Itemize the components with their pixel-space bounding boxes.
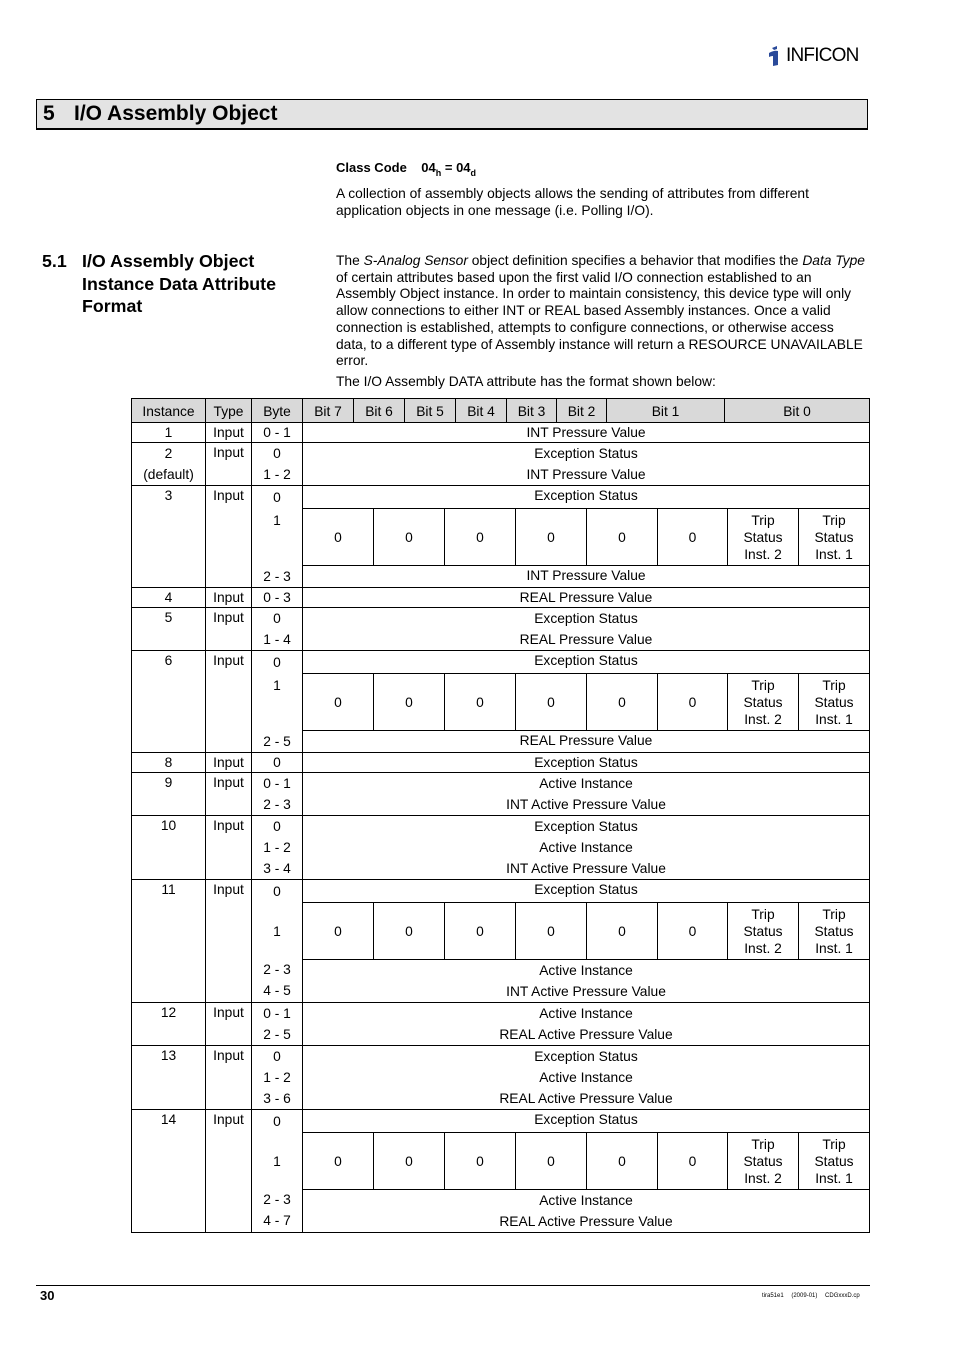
header-cell: Type — [206, 399, 252, 423]
type-cell: Input — [206, 1110, 252, 1233]
body-text-b: object definition specifies a behavior that modifies the — [467, 253, 803, 268]
bit-2-value: 0 — [658, 674, 728, 730]
header-cell: Bit 5 — [405, 399, 456, 423]
header-cell: Bit 6 — [354, 399, 405, 423]
byte-value: 1 — [273, 1153, 281, 1169]
bit-7-value: 0 — [303, 674, 374, 730]
header-cell: Bit 4 — [456, 399, 507, 423]
bit-7-value: 0 — [303, 1133, 374, 1189]
byte-value: 0 - 1 — [263, 1006, 291, 1021]
bit-2-value: 0 — [658, 1133, 728, 1189]
type-cell: Input — [206, 880, 252, 1003]
trip-word: Trip — [822, 906, 846, 922]
type-cell: Input — [206, 608, 252, 651]
data-cell: INT Pressure Value — [303, 566, 870, 588]
byte-value: 1 - 2 — [263, 840, 291, 855]
data-value: Exception Status — [534, 819, 638, 834]
data-value: REAL Pressure Value — [519, 632, 653, 647]
byte-value: 1 - 2 — [263, 1070, 291, 1085]
io-assembly-table — [131, 398, 870, 1233]
inficon-logo — [766, 44, 859, 68]
body-text-c: of certain attributes based upon the first valid I/O connection established to an Assembly Object instance. In order to maintain consistency, this device type will only allow connections to either INT or REAL based Assembly instances. Once a valid connection is established, attempts to configure connections, or otherwise access data, to a different type of Assembly instance will return a RESOURCE UNAVAILABLE error. — [336, 269, 863, 369]
inst-word: Inst. 2 — [744, 546, 782, 562]
byte-cell — [252, 443, 303, 486]
body-text-a: The — [336, 253, 364, 268]
byte-value: 2 - 3 — [263, 1192, 291, 1207]
status-word: Status — [814, 1153, 854, 1169]
byte-value: 3 - 4 — [263, 861, 291, 876]
bit-values — [303, 509, 869, 565]
bit-4-value: 0 — [516, 509, 587, 565]
dec-subscript: d — [470, 168, 477, 178]
status-word: Status — [814, 529, 854, 545]
bit-3-value: 0 — [587, 903, 658, 959]
data-value: REAL Active Pressure Value — [499, 1214, 673, 1229]
data-value: Active Instance — [539, 776, 633, 791]
type-cell: Input — [206, 443, 252, 486]
byte-cell — [252, 816, 303, 880]
header-cell: Bit 7 — [303, 399, 354, 423]
bit-5-value: 0 — [445, 903, 516, 959]
status-word: Status — [743, 694, 783, 710]
status-word: Status — [743, 529, 783, 545]
intro-paragraph: A collection of assembly objects allows the sending of attributes from different application objects in one message (i.e. Polling I/O). — [336, 186, 809, 218]
byte-value: 0 — [273, 611, 281, 626]
bit-6-value: 0 — [374, 1133, 445, 1189]
bit-1-value — [728, 1133, 799, 1189]
data-cell — [303, 816, 870, 880]
bit-2-value: 0 — [658, 509, 728, 565]
bit-cells — [303, 903, 870, 960]
page-number: 30 — [40, 1288, 55, 1303]
inficon-logo-icon — [766, 45, 784, 67]
data-cell — [303, 1190, 870, 1233]
data-cell — [303, 608, 870, 651]
instance-cell: 11 — [132, 880, 206, 1003]
bit-1-value — [728, 509, 799, 565]
inst-word: Inst. 1 — [815, 711, 853, 727]
inst-word: Inst. 1 — [815, 940, 853, 956]
data-value: Active Instance — [539, 1070, 633, 1085]
data-value: Active Instance — [539, 1193, 633, 1208]
instance-number: 2 — [164, 446, 173, 461]
chapter-number: 5 — [43, 102, 55, 125]
data-cell — [303, 773, 870, 816]
trip-word: Trip — [751, 1136, 775, 1152]
byte-value: 2 - 5 — [263, 1027, 291, 1042]
instance-cell: 10 — [132, 816, 206, 880]
bit-values — [303, 674, 869, 730]
data-value: INT Active Pressure Value — [506, 797, 666, 812]
inst-word: Inst. 2 — [744, 711, 782, 727]
table-row — [132, 816, 870, 880]
bit-3-value: 0 — [587, 509, 658, 565]
data-value: Active Instance — [539, 840, 633, 855]
bit-5-value: 0 — [445, 509, 516, 565]
bit-4-value: 0 — [516, 903, 587, 959]
inst-word: Inst. 1 — [815, 546, 853, 562]
bit-0-value — [799, 903, 869, 959]
header-cell: Instance — [132, 399, 206, 423]
instance-cell: 4 — [132, 588, 206, 608]
type-cell: Input — [206, 588, 252, 608]
byte-value: 2 - 5 — [263, 734, 291, 749]
header-cell: Bit 1 — [607, 399, 725, 423]
bit-4-value: 0 — [516, 1133, 587, 1189]
instance-note: (default) — [143, 467, 194, 482]
chapter-title: I/O Assembly Object — [74, 102, 278, 125]
data-cell: Exception Status — [303, 880, 870, 903]
status-word: Status — [814, 694, 854, 710]
table-row — [132, 753, 870, 773]
byte-cell — [252, 1110, 303, 1233]
bit-0-value — [799, 1133, 869, 1189]
logo-text: INFICON — [786, 45, 859, 66]
footer-divider — [36, 1285, 870, 1286]
byte-value: 0 — [273, 1049, 281, 1064]
byte-cell — [252, 608, 303, 651]
instance-cell: 8 — [132, 753, 206, 773]
bit-6-value: 0 — [374, 509, 445, 565]
byte-value: 1 — [273, 513, 281, 528]
class-code-label: Class Code — [336, 160, 407, 175]
instance-cell: 9 — [132, 773, 206, 816]
instance-cell: 1 — [132, 423, 206, 443]
inst-word: Inst. 2 — [744, 1170, 782, 1186]
byte-value: 0 — [273, 490, 281, 505]
bit-3-value: 0 — [587, 674, 658, 730]
byte-value: 2 - 3 — [263, 797, 291, 812]
class-code — [336, 160, 476, 178]
header-cell: Bit 0 — [725, 399, 870, 423]
type-cell: Input — [206, 1003, 252, 1046]
bit-6-value: 0 — [374, 903, 445, 959]
instance-cell: 3 — [132, 486, 206, 588]
table-row — [132, 588, 870, 608]
bit-3-value: 0 — [587, 1133, 658, 1189]
class-code-hex: 04 — [421, 160, 436, 175]
bit-4-value: 0 — [516, 674, 587, 730]
section-heading — [42, 250, 312, 318]
instance-cell: 13 — [132, 1046, 206, 1110]
type-cell: Input — [206, 651, 252, 753]
byte-value: 0 — [273, 655, 281, 670]
type-cell: Input — [206, 816, 252, 880]
bit-cells — [303, 509, 870, 566]
header-cell: Bit 2 — [557, 399, 607, 423]
table-row — [132, 1003, 870, 1046]
data-value: REAL Active Pressure Value — [499, 1027, 673, 1042]
header-cell: Bit 3 — [507, 399, 557, 423]
byte-cell: 0 - 3 — [252, 588, 303, 608]
trip-word: Trip — [751, 512, 775, 528]
bit-7-value: 0 — [303, 509, 374, 565]
byte-value: 3 - 6 — [263, 1091, 291, 1106]
trip-word: Trip — [822, 1136, 846, 1152]
data-value: INT Pressure Value — [526, 467, 646, 482]
bit-5-value: 0 — [445, 1133, 516, 1189]
data-value: INT Active Pressure Value — [506, 984, 666, 999]
instance-cell: 14 — [132, 1110, 206, 1233]
byte-cell: 0 — [252, 753, 303, 773]
trip-word: Trip — [822, 677, 846, 693]
byte-value: 0 — [273, 446, 281, 461]
bit-1-value — [728, 674, 799, 730]
status-word: Status — [743, 923, 783, 939]
bit-5-value: 0 — [445, 674, 516, 730]
instance-cell: 5 — [132, 608, 206, 651]
data-value: Exception Status — [534, 611, 638, 626]
byte-value: 4 - 5 — [263, 983, 291, 998]
byte-value: 1 - 2 — [263, 467, 291, 482]
data-value: INT Active Pressure Value — [506, 861, 666, 876]
data-cell — [303, 443, 870, 486]
type-cell: Input — [206, 773, 252, 816]
table-row — [132, 1110, 870, 1133]
byte-cell: 0 - 1 — [252, 423, 303, 443]
byte-cell — [252, 486, 303, 588]
data-cell — [303, 1003, 870, 1046]
data-cell: INT Pressure Value — [303, 423, 870, 443]
data-value: Active Instance — [539, 963, 633, 978]
byte-cell — [252, 1003, 303, 1046]
body-emphasis-2: Data Type — [802, 253, 865, 268]
byte-value: 0 - 1 — [263, 776, 291, 791]
byte-value: 0 — [273, 1114, 281, 1129]
table-row — [132, 880, 870, 903]
byte-value: 1 — [273, 678, 281, 693]
type-cell: Input — [206, 423, 252, 443]
table-row — [132, 773, 870, 816]
instance-cell: 6 — [132, 651, 206, 753]
byte-value: 2 - 3 — [263, 962, 291, 977]
chapter-heading — [36, 99, 868, 130]
bit-cells — [303, 1133, 870, 1190]
type-cell: Input — [206, 486, 252, 588]
byte-cell — [252, 773, 303, 816]
type-cell: Input — [206, 753, 252, 773]
class-code-dec: = 04 — [444, 160, 471, 175]
hex-subscript: h — [435, 168, 442, 178]
inst-word: Inst. 1 — [815, 1170, 853, 1186]
footer-document-code: tira51e1 (2009-01) CDGxxxD.cp — [762, 1293, 860, 1299]
bit-0-value — [799, 509, 869, 565]
section-number: 5.1 — [42, 251, 67, 271]
table-row — [132, 1046, 870, 1110]
instance-cell — [132, 443, 206, 486]
data-cell: Exception Status — [303, 651, 870, 674]
data-value: REAL Active Pressure Value — [499, 1091, 673, 1106]
byte-value: 4 - 7 — [263, 1213, 291, 1228]
bit-1-value — [728, 903, 799, 959]
trip-word: Trip — [751, 677, 775, 693]
bit-2-value: 0 — [658, 903, 728, 959]
byte-value: 2 - 3 — [263, 569, 291, 584]
data-cell — [303, 1046, 870, 1110]
data-cell — [303, 960, 870, 1003]
table-row — [132, 423, 870, 443]
byte-value: 0 — [273, 884, 281, 899]
type-cell: Input — [206, 1046, 252, 1110]
status-word: Status — [814, 923, 854, 939]
body-emphasis-1: S-Analog Sensor — [363, 253, 468, 268]
data-cell: Exception Status — [303, 1110, 870, 1133]
data-cell: REAL Pressure Value — [303, 731, 870, 753]
table-intro: The I/O Assembly DATA attribute has the format shown below: — [336, 374, 716, 389]
byte-value: 1 — [273, 923, 281, 939]
table-row — [132, 486, 870, 509]
byte-value: 0 — [273, 819, 281, 834]
trip-word: Trip — [822, 512, 846, 528]
table-row — [132, 608, 870, 651]
bit-values — [303, 903, 869, 959]
data-value: Exception Status — [534, 446, 638, 461]
data-value: Exception Status — [534, 1049, 638, 1064]
bit-6-value: 0 — [374, 674, 445, 730]
byte-cell — [252, 1046, 303, 1110]
bit-values — [303, 1133, 869, 1189]
bit-0-value — [799, 674, 869, 730]
bit-cells — [303, 674, 870, 731]
section-title: I/O Assembly Object Instance Data Attribute Format — [82, 251, 276, 316]
status-word: Status — [743, 1153, 783, 1169]
trip-word: Trip — [751, 906, 775, 922]
bit-7-value: 0 — [303, 903, 374, 959]
byte-value: 1 - 4 — [263, 632, 291, 647]
body-paragraph — [336, 253, 868, 370]
byte-cell — [252, 651, 303, 753]
data-cell: REAL Pressure Value — [303, 588, 870, 608]
data-value: Active Instance — [539, 1006, 633, 1021]
instance-cell: 12 — [132, 1003, 206, 1046]
table-row — [132, 651, 870, 674]
byte-cell — [252, 880, 303, 1003]
table-header — [132, 399, 870, 423]
table-row — [132, 443, 870, 486]
data-cell: Exception Status — [303, 486, 870, 509]
data-cell: Exception Status — [303, 753, 870, 773]
inst-word: Inst. 2 — [744, 940, 782, 956]
header-cell: Byte — [252, 399, 303, 423]
